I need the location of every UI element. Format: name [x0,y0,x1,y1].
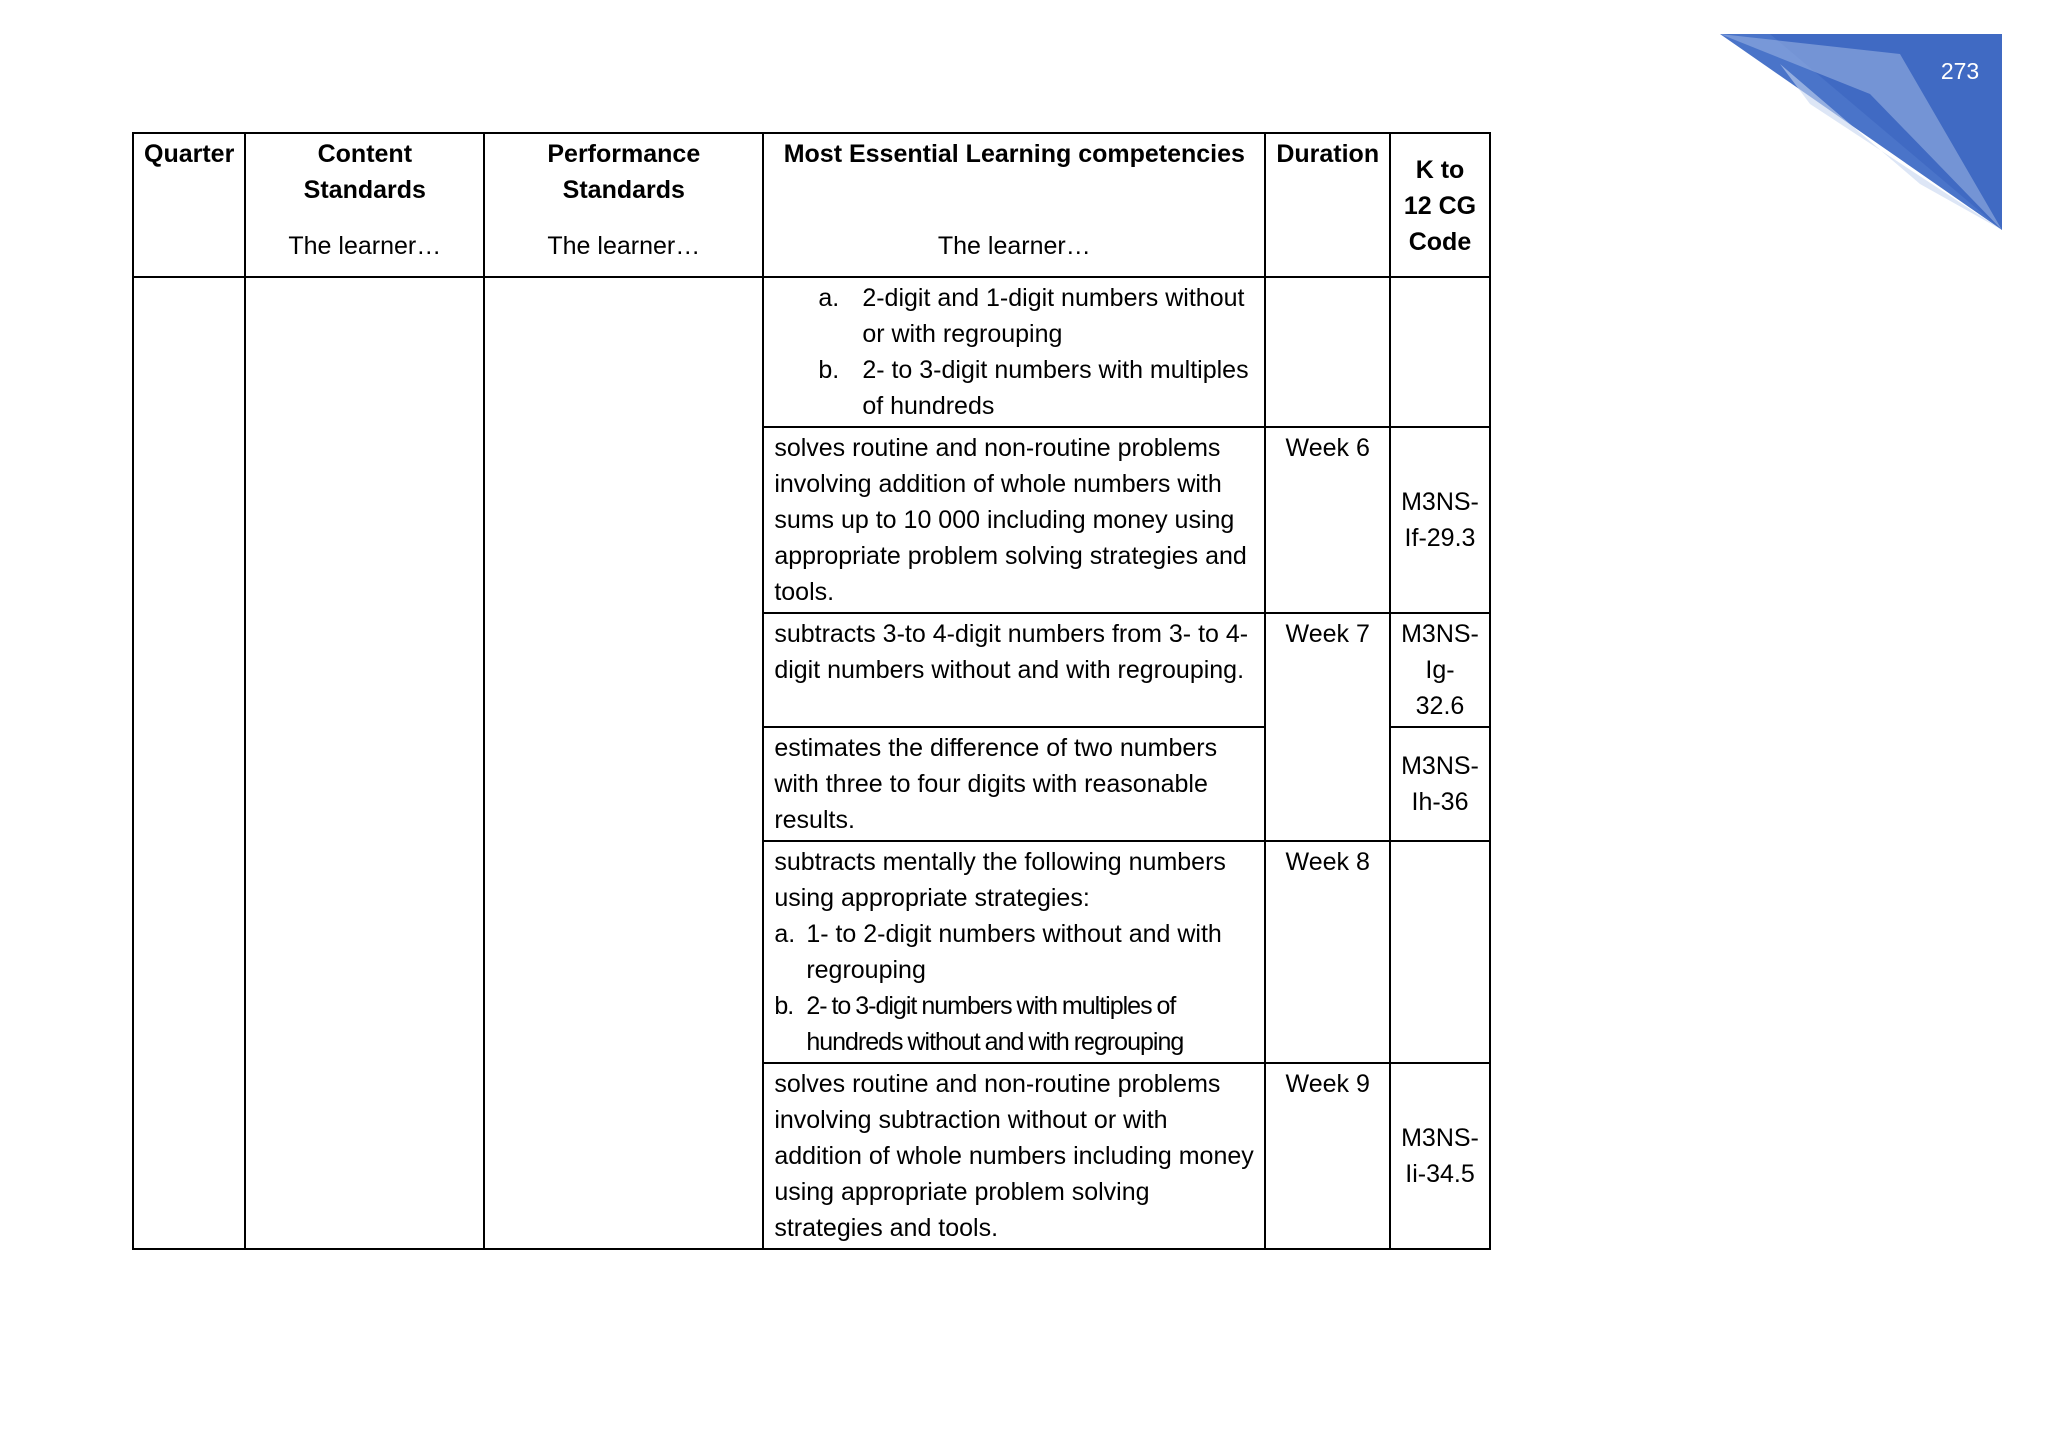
competency-cell: estimates the difference of two numbers with three to four digits with reasonable results. [763,727,1265,841]
competency-cell: subtracts 3-to 4-digit numbers from 3- to 4-digit numbers without and with regrouping. [763,613,1265,727]
competency-cell [763,277,1265,427]
page-number: 273 [1940,58,1980,84]
duration-cell: Week 9 [1265,1063,1390,1249]
content-standards-cell [245,277,484,1249]
quarter-cell [133,277,245,1249]
list-item: a. 1- to 2-digit numbers without and with regrouping [774,920,1222,984]
code-cell: M3NS-Ii-34.5 [1390,1063,1490,1249]
performance-standards-cell [484,277,763,1249]
header-duration: Duration [1265,133,1390,277]
header-melc: Most Essential Learning competencies The learner… [763,133,1265,277]
duration-cell: Week 8 [1265,841,1390,1063]
list-item: a. 2-digit and 1-digit numbers without or with regrouping [818,284,1245,348]
list-item: b. 2- to 3-digit numbers with multiples of hundreds without and with regrouping [774,992,1184,1056]
header-content-standards: Content Standards The learner… [245,133,484,277]
list-item: b. 2- to 3-digit numbers with multiples of hundreds [818,356,1249,420]
code-cell: M3NS-Ih-36 [1390,727,1490,841]
table-row [133,277,1490,427]
duration-cell [1265,277,1390,427]
competency-cell: solves routine and non-routine problems involving subtraction without or with addition of whole numbers including money using appropriate problem solving strategies and tools. [763,1063,1265,1249]
code-cell: M3NS-Ig-32.6 [1390,613,1490,727]
header-code: K to 12 CG Code [1390,133,1490,277]
header-row [133,133,1490,277]
code-cell [1390,841,1490,1063]
duration-cell: Week 7 [1265,613,1390,841]
duration-cell: Week 6 [1265,427,1390,613]
code-cell: M3NS-If-29.3 [1390,427,1490,613]
competency-cell: subtracts mentally the following numbers using appropriate strategies: a. 1- to 2-digit numbers without and with regrouping b. 2- to 3-digit numbers with multiples of hundreds without and with regrouping [763,841,1265,1063]
competency-cell: solves routine and non-routine problems involving addition of whole numbers with sums up to 10 000 including money using appropriate problem solving strategies and tools. [763,427,1265,613]
header-quarter: Quarter [133,133,245,277]
curriculum-table [132,132,1491,1250]
code-cell [1390,277,1490,427]
header-performance-standards: Performance Standards The learner… [484,133,763,277]
